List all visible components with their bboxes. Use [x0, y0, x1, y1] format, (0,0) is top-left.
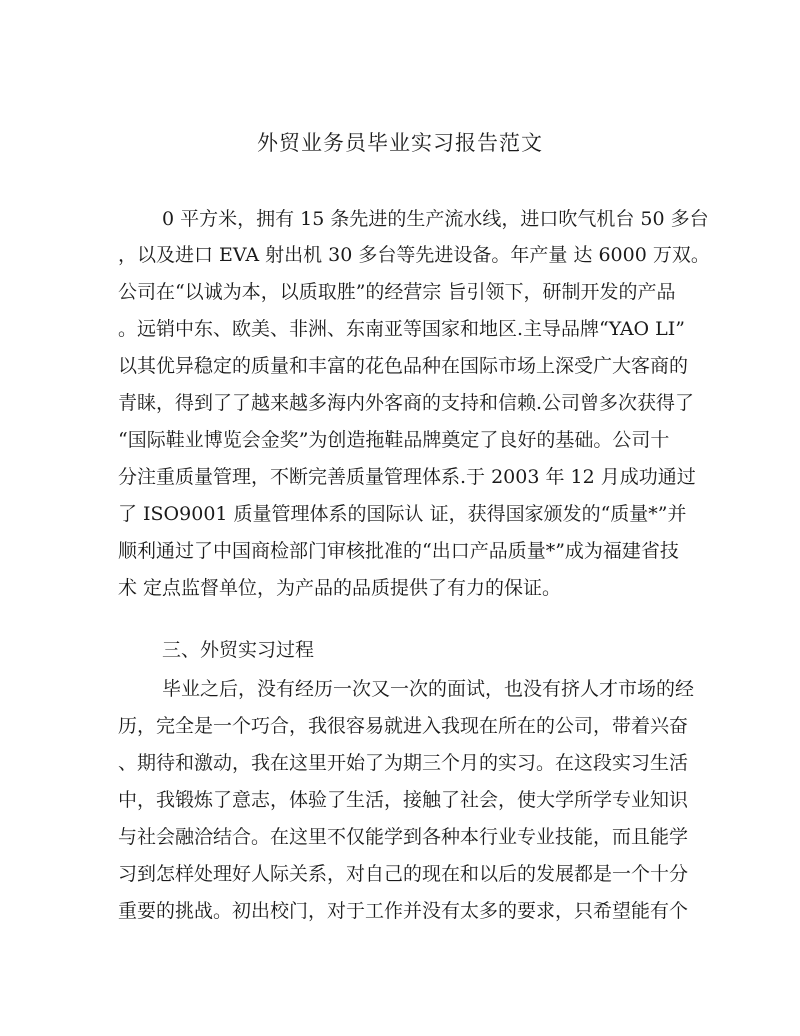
text-line: 术 定点监督单位，为产品的品质提供了有力的保证。	[118, 577, 562, 599]
text-line: 以其优异稳定的质量和丰富的花色品种在国际市场上深受广大客商的	[118, 355, 689, 377]
text-line: 。远销中东、欧美、非洲、东南亚等国家和地区.主导品牌“YAO LI”	[118, 318, 685, 340]
text-line: “国际鞋业博览会金奖”为创造拖鞋品牌奠定了良好的基础。公司十	[118, 429, 670, 451]
text-line: 毕业之后，没有经历一次又一次的面试，也没有挤人才市场的经	[162, 678, 695, 700]
text-line: 中，我锻炼了意志，体验了生活，接触了社会，使大学所学专业知识	[118, 789, 689, 811]
text-line: 0 平方米，拥有 15 条先进的生产流水线，进口吹气机台 50 多台	[162, 208, 709, 230]
text-line: 历，完全是一个巧合，我很容易就进入我现在所在的公司，带着兴奋	[118, 715, 689, 737]
text-line: 了 ISO9001 质量管理体系的国际认 证，获得国家颁发的“质量*”并	[118, 503, 687, 525]
text-line: 与社会融洽结合。在这里不仅能学到各种本行业专业技能，而且能学	[118, 826, 689, 848]
document-title: 外贸业务员毕业实习报告范文	[257, 131, 543, 155]
text-line: 公司在“以诚为本，以质取胜”的经营宗 旨引领下，研制开发的产品	[118, 281, 676, 303]
text-line: 习到怎样处理好人际关系，对自己的现在和以后的发展都是一个十分	[118, 863, 689, 885]
text-line: 分注重质量管理，不断完善质量管理体系.于 2003 年 12 月成功通过	[118, 466, 696, 488]
section-heading: 三、外贸实习过程	[162, 639, 315, 661]
text-line: 、期待和激动，我在这里开始了为期三个月的实习。在这段实习生活	[118, 752, 689, 774]
text-line: 顺利通过了中国商检部门审核批准的“出口产品质量*”成为福建省技	[118, 540, 679, 562]
text-line: 重要的挑战。初出校门，对于工作并没有太多的要求，只希望能有个	[118, 900, 689, 922]
text-line: 青睐，得到了了越来越多海内外客商的支持和信赖.公司曾多次获得了	[118, 392, 695, 414]
text-line: ，以及进口 EVA 射出机 30 多台等先进设备。年产量 达 6000 万双。	[118, 244, 710, 266]
